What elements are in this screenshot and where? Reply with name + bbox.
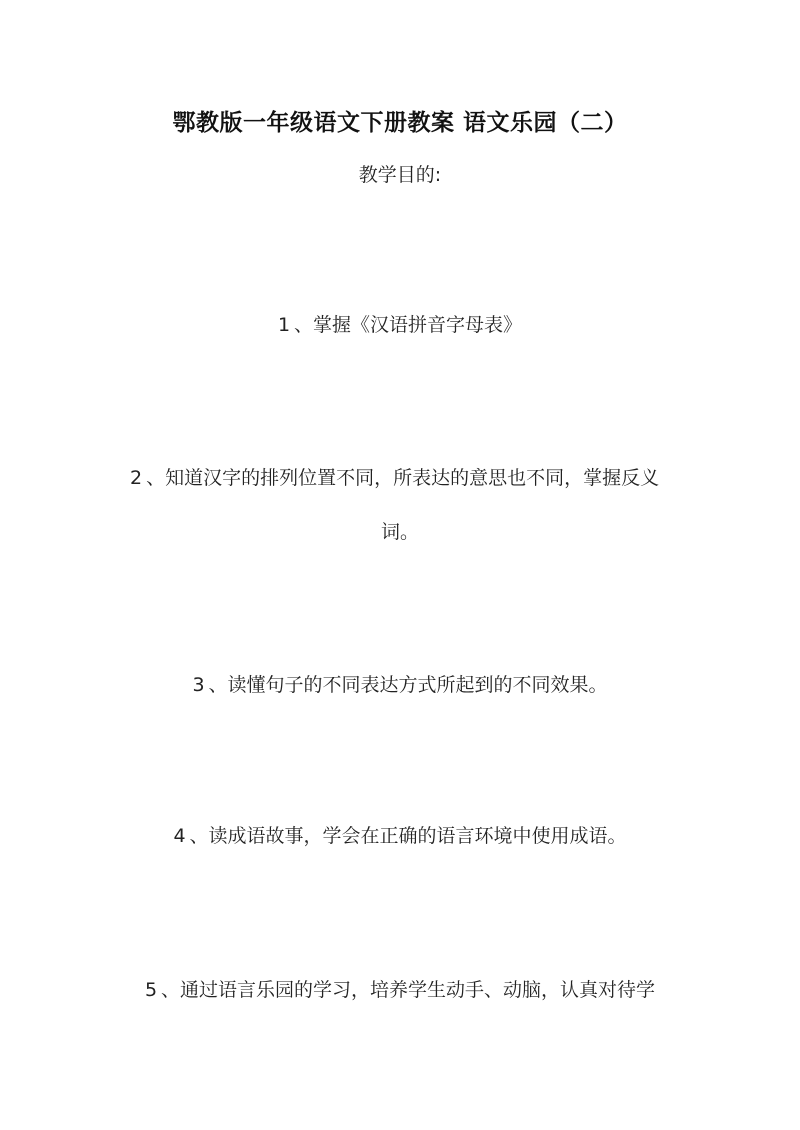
objective-number: 2 — [130, 467, 143, 489]
objective-number: 3 — [192, 674, 205, 696]
objective-number: 1 — [277, 314, 291, 336]
objective-text: 、知道汉字的排列位置不同，所表达的意思也不同，掌握反义词。 — [146, 467, 660, 543]
document-title: 鄂教版一年级语文下册教案 语文乐园（二） — [172, 109, 628, 136]
objective-text: 、通过语言乐园的学习，培养学生动手、动脑，认真对待学 — [161, 979, 656, 1001]
objective-item-1 — [130, 298, 670, 352]
objective-item-4 — [130, 809, 670, 863]
objective-text: 、掌握《汉语拼音字母表》 — [294, 314, 523, 336]
objective-item-2 — [130, 451, 670, 559]
objective-text: 、读懂句子的不同表达方式所起到的不同效果。 — [208, 674, 608, 696]
objective-item-3 — [130, 658, 670, 712]
objective-item-5 — [130, 963, 670, 1017]
objective-number: 4 — [173, 825, 186, 847]
section-heading: 教学目的: — [358, 164, 442, 186]
objective-text: 、读成语故事，学会在正确的语言环境中使用成语。 — [189, 825, 627, 847]
objective-number: 5 — [144, 979, 158, 1001]
